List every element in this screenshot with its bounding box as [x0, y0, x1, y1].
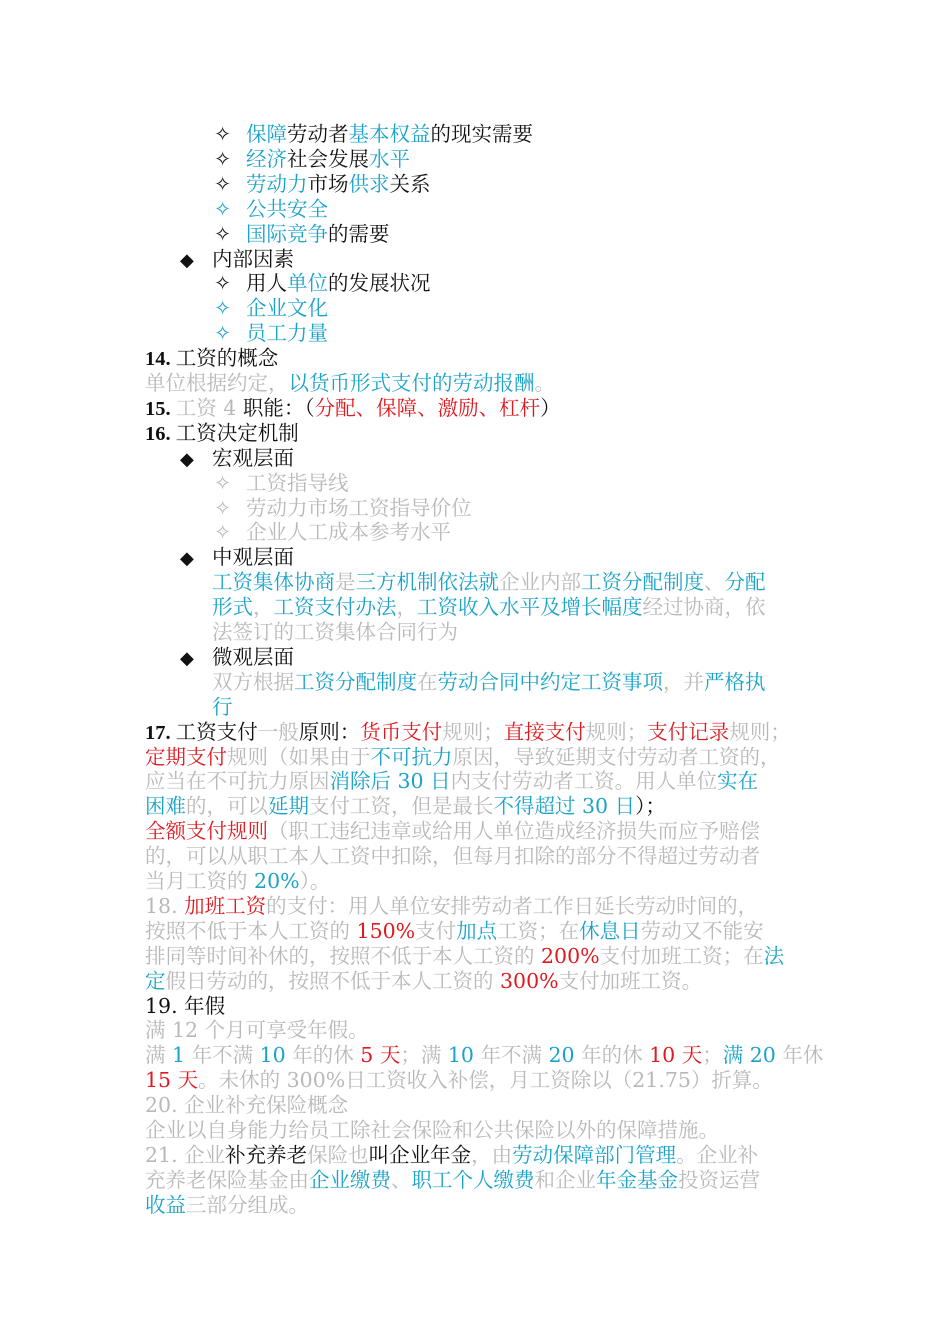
- text-run: 规则；: [729, 719, 791, 744]
- text-run: 加班工资: [184, 893, 267, 918]
- text-run: 三部分组成。: [186, 1192, 309, 1217]
- text-line: [145, 794, 666, 819]
- text-run: 5 天: [360, 1043, 401, 1068]
- text-run: 、: [391, 1167, 412, 1192]
- text-run: 水平: [369, 146, 410, 171]
- text-run: 的，可以: [186, 794, 268, 819]
- sub-bullet-line: [214, 520, 451, 545]
- text-run: 。企业补: [676, 1142, 759, 1167]
- sub-bullet-line: [214, 496, 472, 521]
- sub-bullet-line: [214, 222, 390, 247]
- text-run: 工资；在: [497, 918, 580, 943]
- text-line: [145, 421, 299, 446]
- text-run: 严格执: [704, 669, 766, 694]
- text-run: 经过协商，依: [642, 595, 766, 620]
- text-run: 企业缴费: [309, 1167, 391, 1192]
- text-run: 经济: [246, 146, 287, 171]
- text-run: 宏观层面: [212, 445, 294, 470]
- text-run: 的现实需要: [430, 122, 533, 146]
- sparkle-bullet-icon: ✧: [214, 146, 232, 171]
- text-run: ）: [540, 395, 561, 420]
- text-run: 一般: [257, 719, 299, 744]
- text-run: 。: [534, 371, 555, 395]
- text-run: 的，可以从职工本人工资中扣除，但每月扣除的部分不得超过劳动者: [145, 844, 760, 869]
- text-run: 劳动力: [246, 171, 308, 196]
- text-run: 内部因素: [212, 246, 294, 271]
- text-run: 工资支付: [175, 719, 258, 744]
- text-line: [145, 769, 758, 794]
- text-run: 年金基金: [596, 1167, 678, 1192]
- text-run: 加点: [456, 918, 498, 943]
- text-run: 和企业: [534, 1167, 596, 1192]
- text-run: 不得超过 30 日: [493, 794, 636, 819]
- text-run: 20%: [254, 869, 300, 893]
- text-line: [145, 1143, 758, 1168]
- bullet-heading-line: [180, 545, 294, 570]
- sub-bullet-line: [214, 172, 431, 197]
- text-line: [212, 570, 766, 595]
- text-run: 年的休: [574, 1043, 650, 1068]
- text-run: 定: [145, 968, 166, 993]
- text-run: 支付加班工资。: [558, 968, 703, 993]
- text-run: 保险也: [307, 1142, 369, 1167]
- text-run: 休息日: [579, 918, 641, 943]
- text-run: 工资集体协商: [212, 570, 335, 595]
- text-run: 规则；: [585, 719, 648, 744]
- text-line: [145, 844, 760, 869]
- text-run: 21. 企业: [145, 1142, 226, 1167]
- sparkle-bullet-icon: ✧: [214, 122, 232, 146]
- text-run: 劳动力市场工资指导价位: [246, 495, 472, 520]
- text-run: 不可抗力: [370, 744, 453, 769]
- text-line: [145, 1193, 309, 1218]
- text-run: 、: [704, 570, 725, 595]
- text-run: 分配、保障、激励、杠杆: [314, 395, 541, 420]
- text-run: 延期: [268, 794, 309, 819]
- text-line: [145, 944, 784, 969]
- text-line: [145, 396, 561, 421]
- text-run: 20. 企业补充保险概念: [145, 1093, 349, 1118]
- text-run: 国际竞争: [246, 221, 328, 246]
- diamond-bullet-icon: ◆: [180, 647, 194, 669]
- sparkle-bullet-icon: ✧: [214, 296, 232, 321]
- text-run: 法签订的工资集体合同行为: [212, 620, 458, 644]
- sparkle-bullet-icon: ✧: [214, 470, 232, 495]
- text-run: 19. 年假: [145, 993, 226, 1018]
- text-run: 原则：: [298, 719, 361, 744]
- text-run: 工资分配制度: [294, 669, 417, 694]
- text-run: 15.: [145, 397, 176, 420]
- text-line: [145, 819, 760, 844]
- text-line: [145, 1043, 823, 1068]
- text-run: 消除后 30 日: [329, 769, 451, 794]
- sparkle-bullet-icon: ✧: [214, 271, 232, 296]
- text-run: 双方根据: [212, 669, 294, 694]
- text-run: 年不满: [473, 1043, 549, 1068]
- text-line: [212, 620, 458, 645]
- text-run: 满 20: [722, 1043, 776, 1068]
- text-run: 1: [172, 1043, 186, 1068]
- text-run: 工资决定机制: [175, 420, 299, 445]
- text-run: 以货币形式支付的劳动报酬: [288, 371, 535, 395]
- diamond-bullet-icon: ◆: [180, 448, 194, 470]
- text-run: 困难: [145, 794, 186, 819]
- text-line: [145, 1168, 760, 1193]
- text-run: 用人: [246, 271, 287, 296]
- text-run: 由: [491, 1142, 513, 1167]
- text-run: 充养老保险基金由: [145, 1167, 309, 1192]
- text-run: 社会发展: [287, 146, 369, 171]
- text-run: 10 天: [649, 1043, 703, 1068]
- text-run: 200%: [541, 943, 600, 968]
- text-run: 14.: [145, 348, 176, 371]
- text-line: [145, 745, 781, 770]
- text-run: ，并: [663, 669, 704, 694]
- text-run: 叫企业年金: [368, 1142, 472, 1167]
- text-run: 劳动合同中约定工资事项: [437, 669, 663, 694]
- sparkle-bullet-icon: ✧: [214, 495, 232, 520]
- diamond-bullet-icon: ◆: [180, 249, 194, 271]
- text-run: ，: [396, 595, 417, 620]
- text-run: 单位根据约定，: [145, 371, 289, 395]
- text-run: 的需要: [328, 221, 390, 246]
- text-run: 保障: [246, 122, 287, 146]
- text-run: 的发展状况: [328, 271, 431, 296]
- text-line: [145, 969, 702, 994]
- sparkle-bullet-icon: ✧: [214, 171, 232, 196]
- text-line: [145, 1118, 719, 1143]
- text-run: 企业内部: [499, 570, 581, 595]
- text-run: 15 天: [145, 1068, 199, 1093]
- text-line: [145, 1068, 773, 1093]
- bullet-heading-line: [180, 645, 294, 670]
- text-run: 工资的概念: [175, 346, 279, 371]
- text-run: 年不满: [185, 1043, 260, 1068]
- text-run: 内支付劳动者工资。用人单位: [450, 769, 718, 794]
- text-line: [145, 346, 278, 371]
- text-run: 17.: [145, 721, 176, 744]
- text-run: ）。: [299, 869, 331, 893]
- text-run: 直接支付: [503, 719, 586, 744]
- text-run: 支付工资，但是最长: [309, 794, 494, 819]
- text-run: 企业文化: [246, 296, 328, 321]
- text-run: 行: [212, 694, 233, 719]
- text-line: [145, 1018, 369, 1043]
- text-run: 支付: [415, 918, 457, 943]
- sub-bullet-line: [214, 321, 328, 346]
- sub-bullet-line: [214, 271, 431, 296]
- text-run: ，: [253, 595, 274, 620]
- text-run: 定期支付: [145, 744, 227, 769]
- text-line: [145, 720, 791, 745]
- text-run: 是: [335, 570, 356, 595]
- text-run: 企业以自身能力给员工除社会保险和公共保险以外的保障措施。: [145, 1118, 719, 1142]
- text-run: 原因，导致延期支付劳动者工资的，: [452, 744, 781, 769]
- text-run: 全额支付规则: [145, 819, 268, 844]
- text-run: 工资支付办法: [273, 595, 397, 620]
- text-run: 支付加班工资；在: [599, 943, 764, 968]
- sparkle-bullet-icon: ✧: [214, 321, 232, 346]
- sparkle-bullet-icon: ✧: [214, 196, 232, 221]
- text-run: 基本权益: [348, 122, 431, 146]
- text-run: 规则（如果由于: [227, 744, 371, 769]
- text-run: 单位: [287, 271, 328, 296]
- text-line: [212, 670, 766, 695]
- text-run: 工资收入水平及增长幅度: [417, 595, 643, 620]
- text-run: 市场: [307, 171, 349, 196]
- text-run: 中观层面: [212, 545, 294, 570]
- text-run: 规则；: [442, 719, 504, 744]
- text-run: 在: [417, 669, 438, 694]
- text-run: ）；: [635, 794, 666, 819]
- text-run: 投资运营: [678, 1167, 760, 1192]
- sub-bullet-line: [214, 296, 328, 321]
- text-line: [145, 1093, 348, 1118]
- text-run: 工资分配制度: [581, 570, 704, 595]
- text-run: 职能：（: [242, 395, 315, 420]
- text-run: ；: [702, 1043, 723, 1068]
- text-line: [145, 894, 758, 919]
- sparkle-bullet-icon: ✧: [214, 221, 232, 246]
- sparkle-bullet-icon: ✧: [214, 520, 232, 545]
- text-run: 员工力量: [246, 321, 328, 346]
- text-run: 150%: [356, 918, 416, 943]
- text-line: [145, 869, 330, 894]
- text-run: 工资指导线: [246, 470, 349, 495]
- text-run: 补充养老: [225, 1142, 308, 1167]
- text-run: 。未休的 300%日工资收入补偿，月工资除以（21.75）折算。: [198, 1068, 773, 1093]
- text-run: 支付记录: [647, 719, 730, 744]
- text-run: 实在: [717, 769, 759, 794]
- sub-bullet-line: [214, 197, 328, 222]
- text-run: 劳动者: [287, 122, 349, 146]
- text-run: 劳动保障部门管理: [512, 1142, 677, 1167]
- text-run: 假日劳动的，按照不低于本人工资的: [165, 968, 501, 993]
- text-run: 300%: [500, 968, 559, 993]
- text-run: 收益: [145, 1192, 186, 1217]
- text-run: ，: [471, 1142, 492, 1167]
- text-run: 企业人工成本参考水平: [246, 520, 451, 545]
- text-run: 当月工资的: [145, 869, 255, 893]
- text-run: 法: [763, 943, 785, 968]
- text-run: 排同等时间补休的，按照不低于本人工资的: [145, 943, 542, 968]
- text-run: 20: [548, 1043, 575, 1068]
- text-run: 18.: [145, 893, 185, 918]
- text-run: 16.: [145, 422, 176, 445]
- text-run: 工资 4: [175, 395, 243, 420]
- text-line: [212, 595, 766, 620]
- text-run: 应当在不可抗力原因: [145, 769, 330, 794]
- text-run: 劳动又不能安: [640, 918, 764, 943]
- sub-bullet-line: [214, 147, 410, 172]
- text-run: 10: [259, 1043, 286, 1068]
- text-line: [145, 919, 764, 944]
- text-run: 年休: [775, 1043, 824, 1068]
- text-run: 三方机制依法就: [355, 570, 499, 595]
- text-run: 满: [145, 1043, 173, 1068]
- text-run: 按照不低于本人工资的: [145, 918, 357, 943]
- text-run: ；满: [400, 1043, 448, 1068]
- text-run: 供求: [348, 171, 390, 196]
- text-run: （职工违纪违章或给用人单位造成经济损失而应予赔偿: [268, 819, 760, 844]
- text-line: [212, 695, 233, 720]
- text-run: 10: [447, 1043, 474, 1068]
- sub-bullet-line: [214, 122, 533, 147]
- text-run: 形式: [212, 595, 253, 620]
- text-run: 满 12 个月可享受年假。: [145, 1018, 369, 1043]
- text-run: 微观层面: [212, 644, 294, 669]
- text-line: [145, 371, 555, 396]
- text-run: 的支付：用人单位安排劳动者工作日延长劳动时间的，: [266, 893, 759, 918]
- text-run: 职工个人缴费: [411, 1167, 535, 1192]
- sub-bullet-line: [214, 471, 349, 496]
- text-run: 货币支付: [360, 719, 443, 744]
- diamond-bullet-icon: ◆: [180, 548, 194, 570]
- text-run: 年的休: [285, 1043, 361, 1068]
- text-line: [145, 994, 225, 1019]
- bullet-heading-line: [180, 446, 294, 471]
- text-run: 分配: [724, 570, 766, 595]
- text-run: 关系: [389, 171, 431, 196]
- bullet-heading-line: [180, 247, 294, 272]
- text-run: 公共安全: [246, 196, 328, 221]
